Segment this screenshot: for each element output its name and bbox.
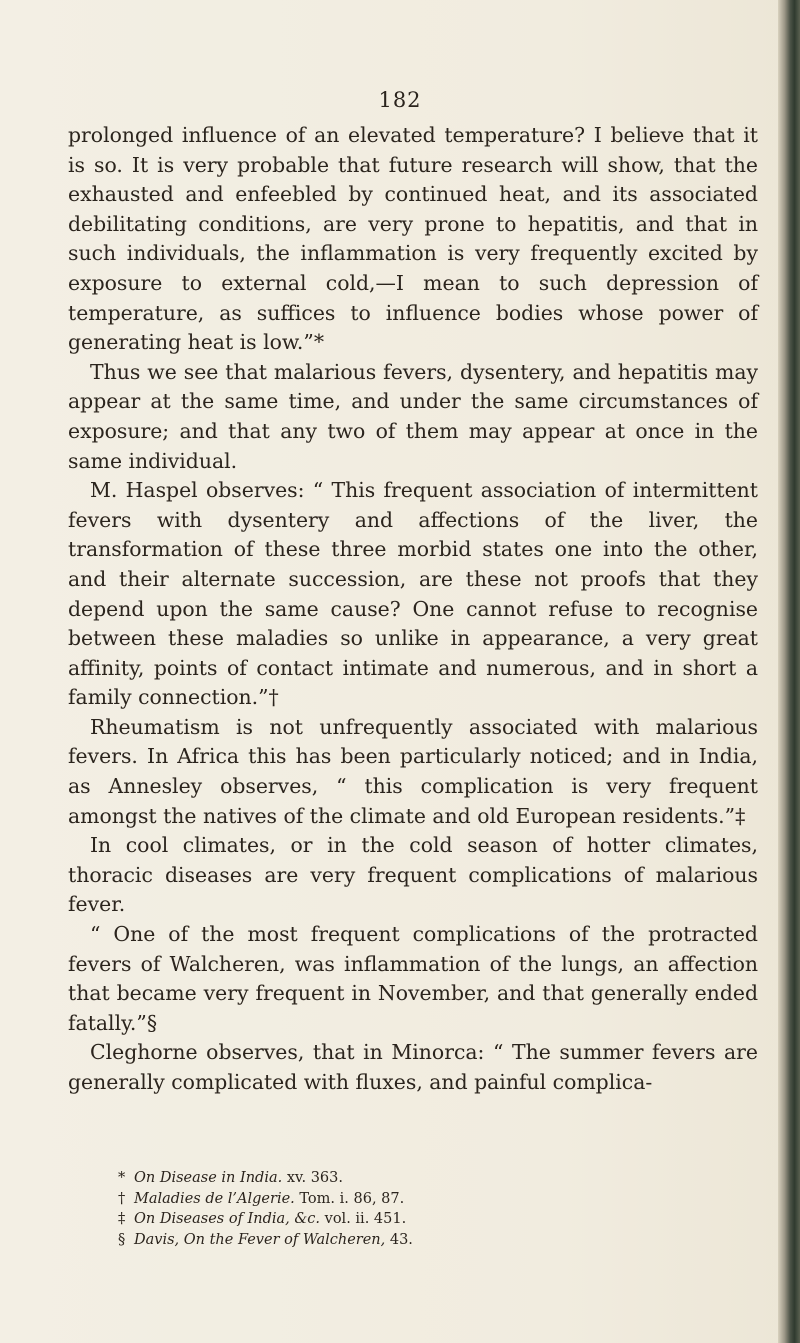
footnote-ref: Tom. i. 86, 87. <box>299 1190 405 1207</box>
footnote-mark: † <box>118 1190 126 1207</box>
footnote-title: On Diseases of India, &c. <box>134 1211 321 1227</box>
footnote-4 <box>118 1230 738 1251</box>
body-text <box>68 121 758 1098</box>
footnote-2 <box>118 1189 738 1210</box>
footnote-1 <box>118 1168 738 1189</box>
paragraph-2: Thus we see that malarious fevers, dysentery, and hepatitis may appear at the same time, and under the same circumstances of exposure; and that any two of them may appear at once in the same individual. <box>68 359 758 473</box>
footnotes <box>118 1168 738 1250</box>
footnote-title: On Disease in India. <box>134 1170 283 1186</box>
footnote-mark: § <box>118 1231 126 1248</box>
paragraph-1: prolonged influence of an elevated temperature? I believe that it is so. It is very probable that future research will show, that the exhausted and enfeebled by continued heat, and its associated debilitating conditions, are very prone to hepatitis, and that in such individuals, the inflammation is very frequently excited by exposure to external cold,—I mean to such depression of temperature, as suffices to influence bodies whose power of generating heat is low.”* <box>68 123 758 355</box>
footnote-ref: xv. 363. <box>286 1170 343 1186</box>
footnote-mark: ‡ <box>118 1211 126 1227</box>
footnote-3 <box>118 1209 738 1230</box>
footnote-ref: vol. ii. 451. <box>324 1211 407 1227</box>
footnote-ref: 43. <box>389 1231 413 1248</box>
paragraph-5: In cool climates, or in the cold season of hotter climates, thoracic diseases are very frequent complications of malarious fever. <box>68 833 758 917</box>
footnote-mark: * <box>118 1170 126 1186</box>
paragraph-7: Cleghorne observes, that in Minorca: “ The summer fevers are generally complicated with fluxes, and painful complica- <box>68 1040 758 1094</box>
footnote-title: Davis, On the Fever of Walcheren, <box>134 1231 386 1248</box>
paragraph-6: “ One of the most frequent complications of the protracted fevers of Walcheren, was inflammation of the lungs, an affection that became very frequent in November, and that generally ended fatally.”§ <box>68 922 758 1035</box>
footnote-title: Maladies de l’Algerie. <box>134 1190 295 1207</box>
book-spine-edge <box>778 0 800 1343</box>
paragraph-4: Rheumatism is not unfrequently associated with malarious fevers. In Africa this has been particularly noticed; and in India, as Annesley observes, “ this complication is very frequent amongst the natives of the climate and old European residents.”‡ <box>68 714 758 828</box>
page-number: 182 <box>378 88 422 112</box>
paragraph-3: M. Haspel observes: “ This frequent association of intermittent fevers with dysentery and affections of the liver, the transformation of these three morbid states one into the other, and their alternate succession, are these not proofs that they depend upon the same cause? One cannot refuse to recognise between these maladies so unlike in appearance, a very great affinity, points of contact intimate and numerous, and in short a family connection.”† <box>68 478 758 710</box>
